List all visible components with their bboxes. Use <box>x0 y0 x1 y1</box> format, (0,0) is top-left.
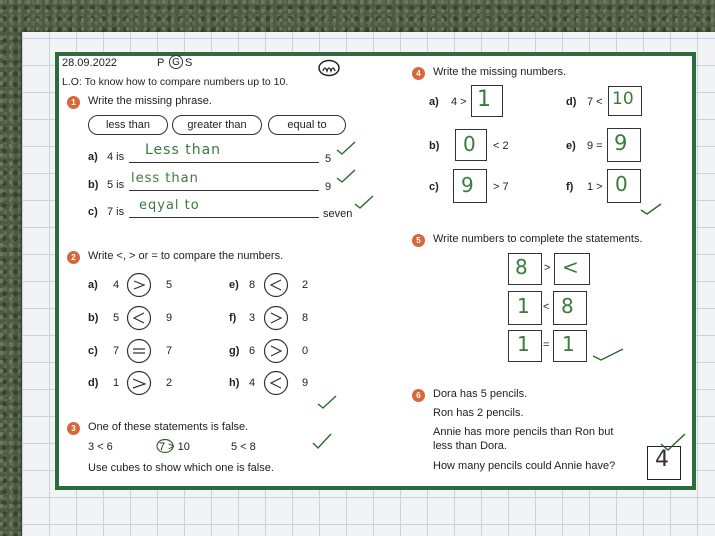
group-g: G <box>169 55 183 69</box>
q1b-end: 9 <box>325 181 332 193</box>
q4d-label: d) <box>566 96 577 108</box>
q6-line-1: Dora has 5 pencils. <box>433 388 528 400</box>
q2f-label: f) <box>229 312 237 324</box>
logo-stamp <box>317 59 341 77</box>
check-mark-icon <box>591 346 625 362</box>
q3-instruction: Use cubes to show which one is false. <box>88 462 274 474</box>
q4a-answer: 1 <box>477 87 492 112</box>
q2a-right: 5 <box>166 279 173 291</box>
q2d-answer-circle <box>126 370 152 396</box>
q2b-left: 5 <box>113 312 120 324</box>
q1c-label: c) <box>88 206 98 218</box>
q2c-answer-circle <box>126 338 152 364</box>
q1c-end: seven <box>323 208 353 220</box>
q1c-answer-line <box>129 217 319 218</box>
q1c-answer: eqyal to <box>139 198 200 213</box>
q6-line-2: Ron has 2 pencils. <box>433 407 524 419</box>
q1a-start: 4 is <box>107 151 125 163</box>
check-mark-icon <box>639 200 663 216</box>
q2b-answer-circle <box>126 305 152 331</box>
q4e-pre: 9 = <box>587 140 603 152</box>
q4c-answer: 9 <box>461 173 475 197</box>
group-s: S <box>185 57 193 69</box>
q2d-label: d) <box>88 377 99 389</box>
q2a-left: 4 <box>113 279 120 291</box>
q1a-end: 5 <box>325 153 332 165</box>
q3-title: One of these statements is false. <box>88 421 249 433</box>
q6-line-3: Annie has more pencils than Ron but <box>433 426 614 438</box>
q4e-answer: 9 <box>614 131 629 155</box>
q2e-answer-circle <box>263 272 289 298</box>
q1b-start: 5 is <box>107 179 125 191</box>
q4c-label: c) <box>429 181 439 193</box>
q6-line-5: How many pencils could Annie have? <box>433 460 616 472</box>
check-mark-icon <box>335 140 357 156</box>
q2c-label: c) <box>88 345 98 357</box>
q4a-label: a) <box>429 96 439 108</box>
q4f-pre: 1 > <box>587 181 603 193</box>
q1a-answer-line <box>129 162 319 163</box>
q1c-start: 7 is <box>107 206 125 218</box>
q5-row3-right: 1 <box>562 332 576 356</box>
q4a-pre: 4 > <box>451 96 467 108</box>
q1-option-equal-to: equal to <box>268 115 346 135</box>
q6-answer: 4 <box>655 447 670 472</box>
q5-number: 5 <box>412 234 425 247</box>
q5-row1-op: > <box>544 262 551 274</box>
q2e-left: 8 <box>249 279 256 291</box>
q1-number: 1 <box>67 96 80 109</box>
check-mark-icon <box>335 168 357 184</box>
date: 28.09.2022 <box>62 57 118 69</box>
q2e-label: e) <box>229 279 239 291</box>
q3-false-mark <box>155 438 175 454</box>
q3-number: 3 <box>67 422 80 435</box>
worksheet <box>55 52 696 490</box>
q2c-right: 7 <box>166 345 173 357</box>
q4e-label: e) <box>566 140 576 152</box>
q5-row1-left: 8 <box>515 255 529 279</box>
q4b-post: < 2 <box>493 140 509 152</box>
q6-number: 6 <box>412 389 425 402</box>
q4c-post: > 7 <box>493 181 509 193</box>
check-mark-icon <box>311 432 333 450</box>
q2d-right: 2 <box>166 377 173 389</box>
q1a-label: a) <box>88 151 98 163</box>
q5-row1-right: < <box>562 255 580 279</box>
q4f-label: f) <box>566 181 574 193</box>
lesson-objective: L.O: To know how to compare numbers up to 10. <box>62 76 289 88</box>
q5-row3-op: = <box>543 339 550 351</box>
q2a-label: a) <box>88 279 98 291</box>
q2h-label: h) <box>229 377 240 389</box>
q2g-label: g) <box>229 345 240 357</box>
q3-statement-3: 5 < 8 <box>231 441 256 453</box>
q1-title: Write the missing phrase. <box>88 95 212 107</box>
q2b-right: 9 <box>166 312 173 324</box>
group-p: P <box>157 57 165 69</box>
q4f-answer: 0 <box>615 172 629 196</box>
q2c-left: 7 <box>113 345 120 357</box>
q1-option-greater-than: greater than <box>172 115 262 135</box>
q2h-right: 9 <box>302 377 309 389</box>
q2f-right: 8 <box>302 312 309 324</box>
check-mark-icon <box>316 394 338 410</box>
q2-title: Write <, > or = to compare the numbers. <box>88 250 284 262</box>
q5-row2-op: < <box>543 301 550 313</box>
q2a-answer-circle <box>126 272 152 298</box>
q2f-left: 3 <box>249 312 256 324</box>
q4b-answer: 0 <box>463 132 477 156</box>
q3-statement-1: 3 < 6 <box>88 441 113 453</box>
q4d-pre: 7 < <box>587 96 603 108</box>
q2h-answer-circle <box>263 370 289 396</box>
q5-row2-left: 1 <box>517 294 531 318</box>
q4-title: Write the missing numbers. <box>433 66 567 78</box>
q2-number: 2 <box>67 251 80 264</box>
q2d-left: 1 <box>113 377 120 389</box>
check-mark-icon <box>353 194 375 210</box>
q2g-left: 6 <box>249 345 256 357</box>
q2e-right: 2 <box>302 279 309 291</box>
q1-option-less-than: less than <box>88 115 168 135</box>
q4d-answer: 10 <box>612 89 634 109</box>
q6-line-4: less than Dora. <box>433 440 507 452</box>
q3-statement-2: 7 > 10 <box>159 441 190 453</box>
q2b-label: b) <box>88 312 99 324</box>
check-mark-icon <box>659 432 687 452</box>
q2h-left: 4 <box>249 377 256 389</box>
q1b-answer-line <box>129 190 319 191</box>
q5-row3-left: 1 <box>517 332 531 356</box>
q1b-label: b) <box>88 179 99 191</box>
q4b-label: b) <box>429 140 440 152</box>
q2g-right: 0 <box>302 345 309 357</box>
q4-number: 4 <box>412 67 425 80</box>
q1b-answer: less than <box>131 171 199 186</box>
q2f-answer-circle <box>263 305 289 331</box>
q5-row2-right: 8 <box>561 294 575 318</box>
q2g-answer-circle <box>263 338 289 364</box>
q1a-answer: Less than <box>145 142 222 158</box>
q5-title: Write numbers to complete the statements. <box>433 233 643 245</box>
